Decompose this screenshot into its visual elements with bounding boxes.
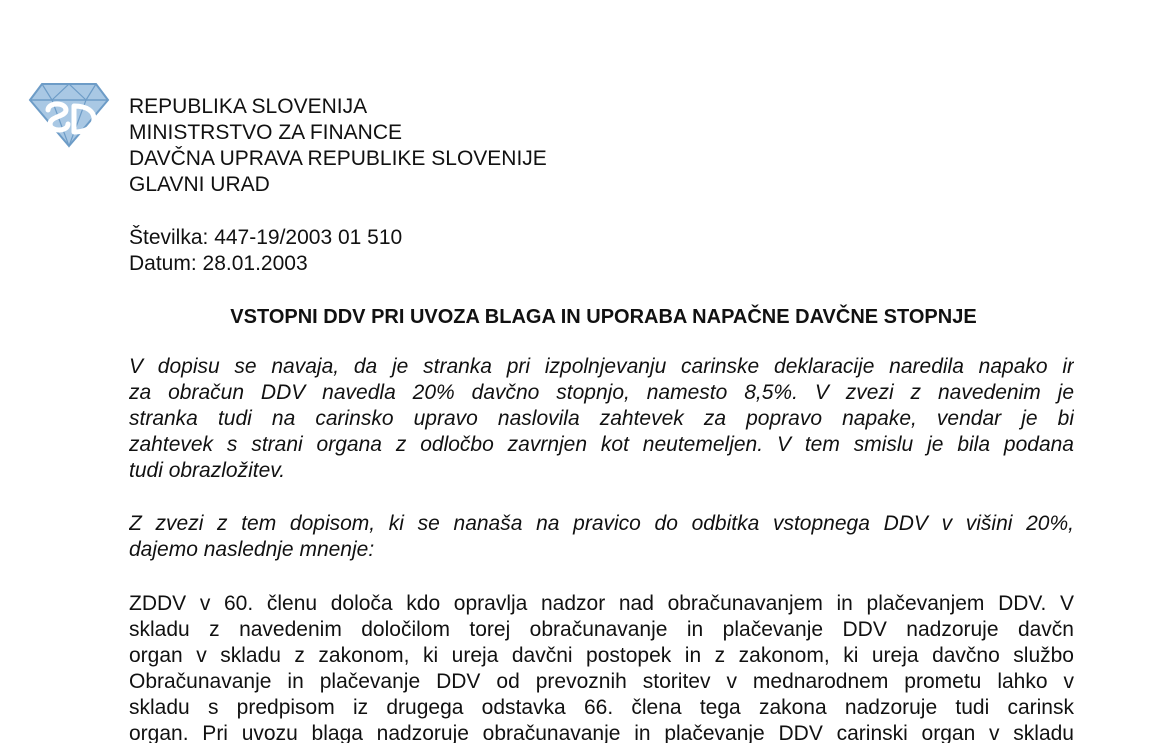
document-date: Datum: 28.01.2003 [129,252,308,275]
document-number: Številka: 447-19/2003 01 510 [129,226,403,249]
paragraph-line: Obračunavanje in plačevanje DDV od prevoznih storitev v mednarodnem prometu lahko v [129,670,1074,693]
header-line-tax-administration: DAVČNA UPRAVA REPUBLIKE SLOVENIJE [129,147,547,170]
paragraph-line: dajemo naslednje mnenje: [129,538,375,561]
paragraph-1 [129,354,1074,484]
header-line-republic: REPUBLIKA SLOVENIJA [129,95,368,118]
paragraph-line: zahtevek s strani organa z odločbo zavrnjen kot neutemeljen. V tem smislu je bila podana [129,433,1074,456]
header-line-ministry: MINISTRSTVO ZA FINANCE [129,121,403,144]
paragraph-line: V dopisu se navaja, da je stranka pri izpolnjevanju carinske deklaracije naredila napako ir [129,355,1074,378]
paragraph-line: za obračun DDV navedla 20% davčno stopnjo, namesto 8,5%. V zvezi z navedenim je [129,381,1074,404]
paragraph-2 [129,511,1074,563]
paragraph-line: tudi obrazložitev. [129,459,286,482]
diamond-logo-icon [28,80,110,148]
paragraph-line: stranka tudi na carinsko upravo naslovila zahtevek za popravo napake, vendar je bi [129,407,1074,430]
document-title: VSTOPNI DDV PRI UVOZA BLAGA IN UPORABA NAPAČNE DAVČNE STOPNJE [230,306,977,328]
paragraph-line: organ. Pri uvozu blaga nadzoruje obračunavanje in plačevanje DDV carinski organ v skladu [129,722,1074,743]
paragraph-line: skladu s predpisom iz drugega odstavka 66. člena tega zakona nadzoruje tudi carinsk [129,696,1074,719]
paragraph-line: organ v skladu z zakonom, ki ureja davčni postopek in z zakonom, ki ureja davčno službo [129,644,1074,667]
institution-header [129,94,547,198]
paragraph-line: ZDDV v 60. členu določa kdo opravlja nadzor nad obračunavanjem in plačevanjem DDV. V [129,592,1074,615]
paragraph-3 [129,591,1074,743]
paragraph-line: skladu z navedenim določilom torej obračunavanje in plačevanje DDV nadzoruje davčn [129,618,1074,641]
paragraph-line: Z zvezi z tem dopisom, ki se nanaša na pravico do odbitka vstopnega DDV v višini 20%, [129,512,1074,535]
document-meta [129,225,402,277]
header-line-main-office: GLAVNI URAD [129,173,270,196]
